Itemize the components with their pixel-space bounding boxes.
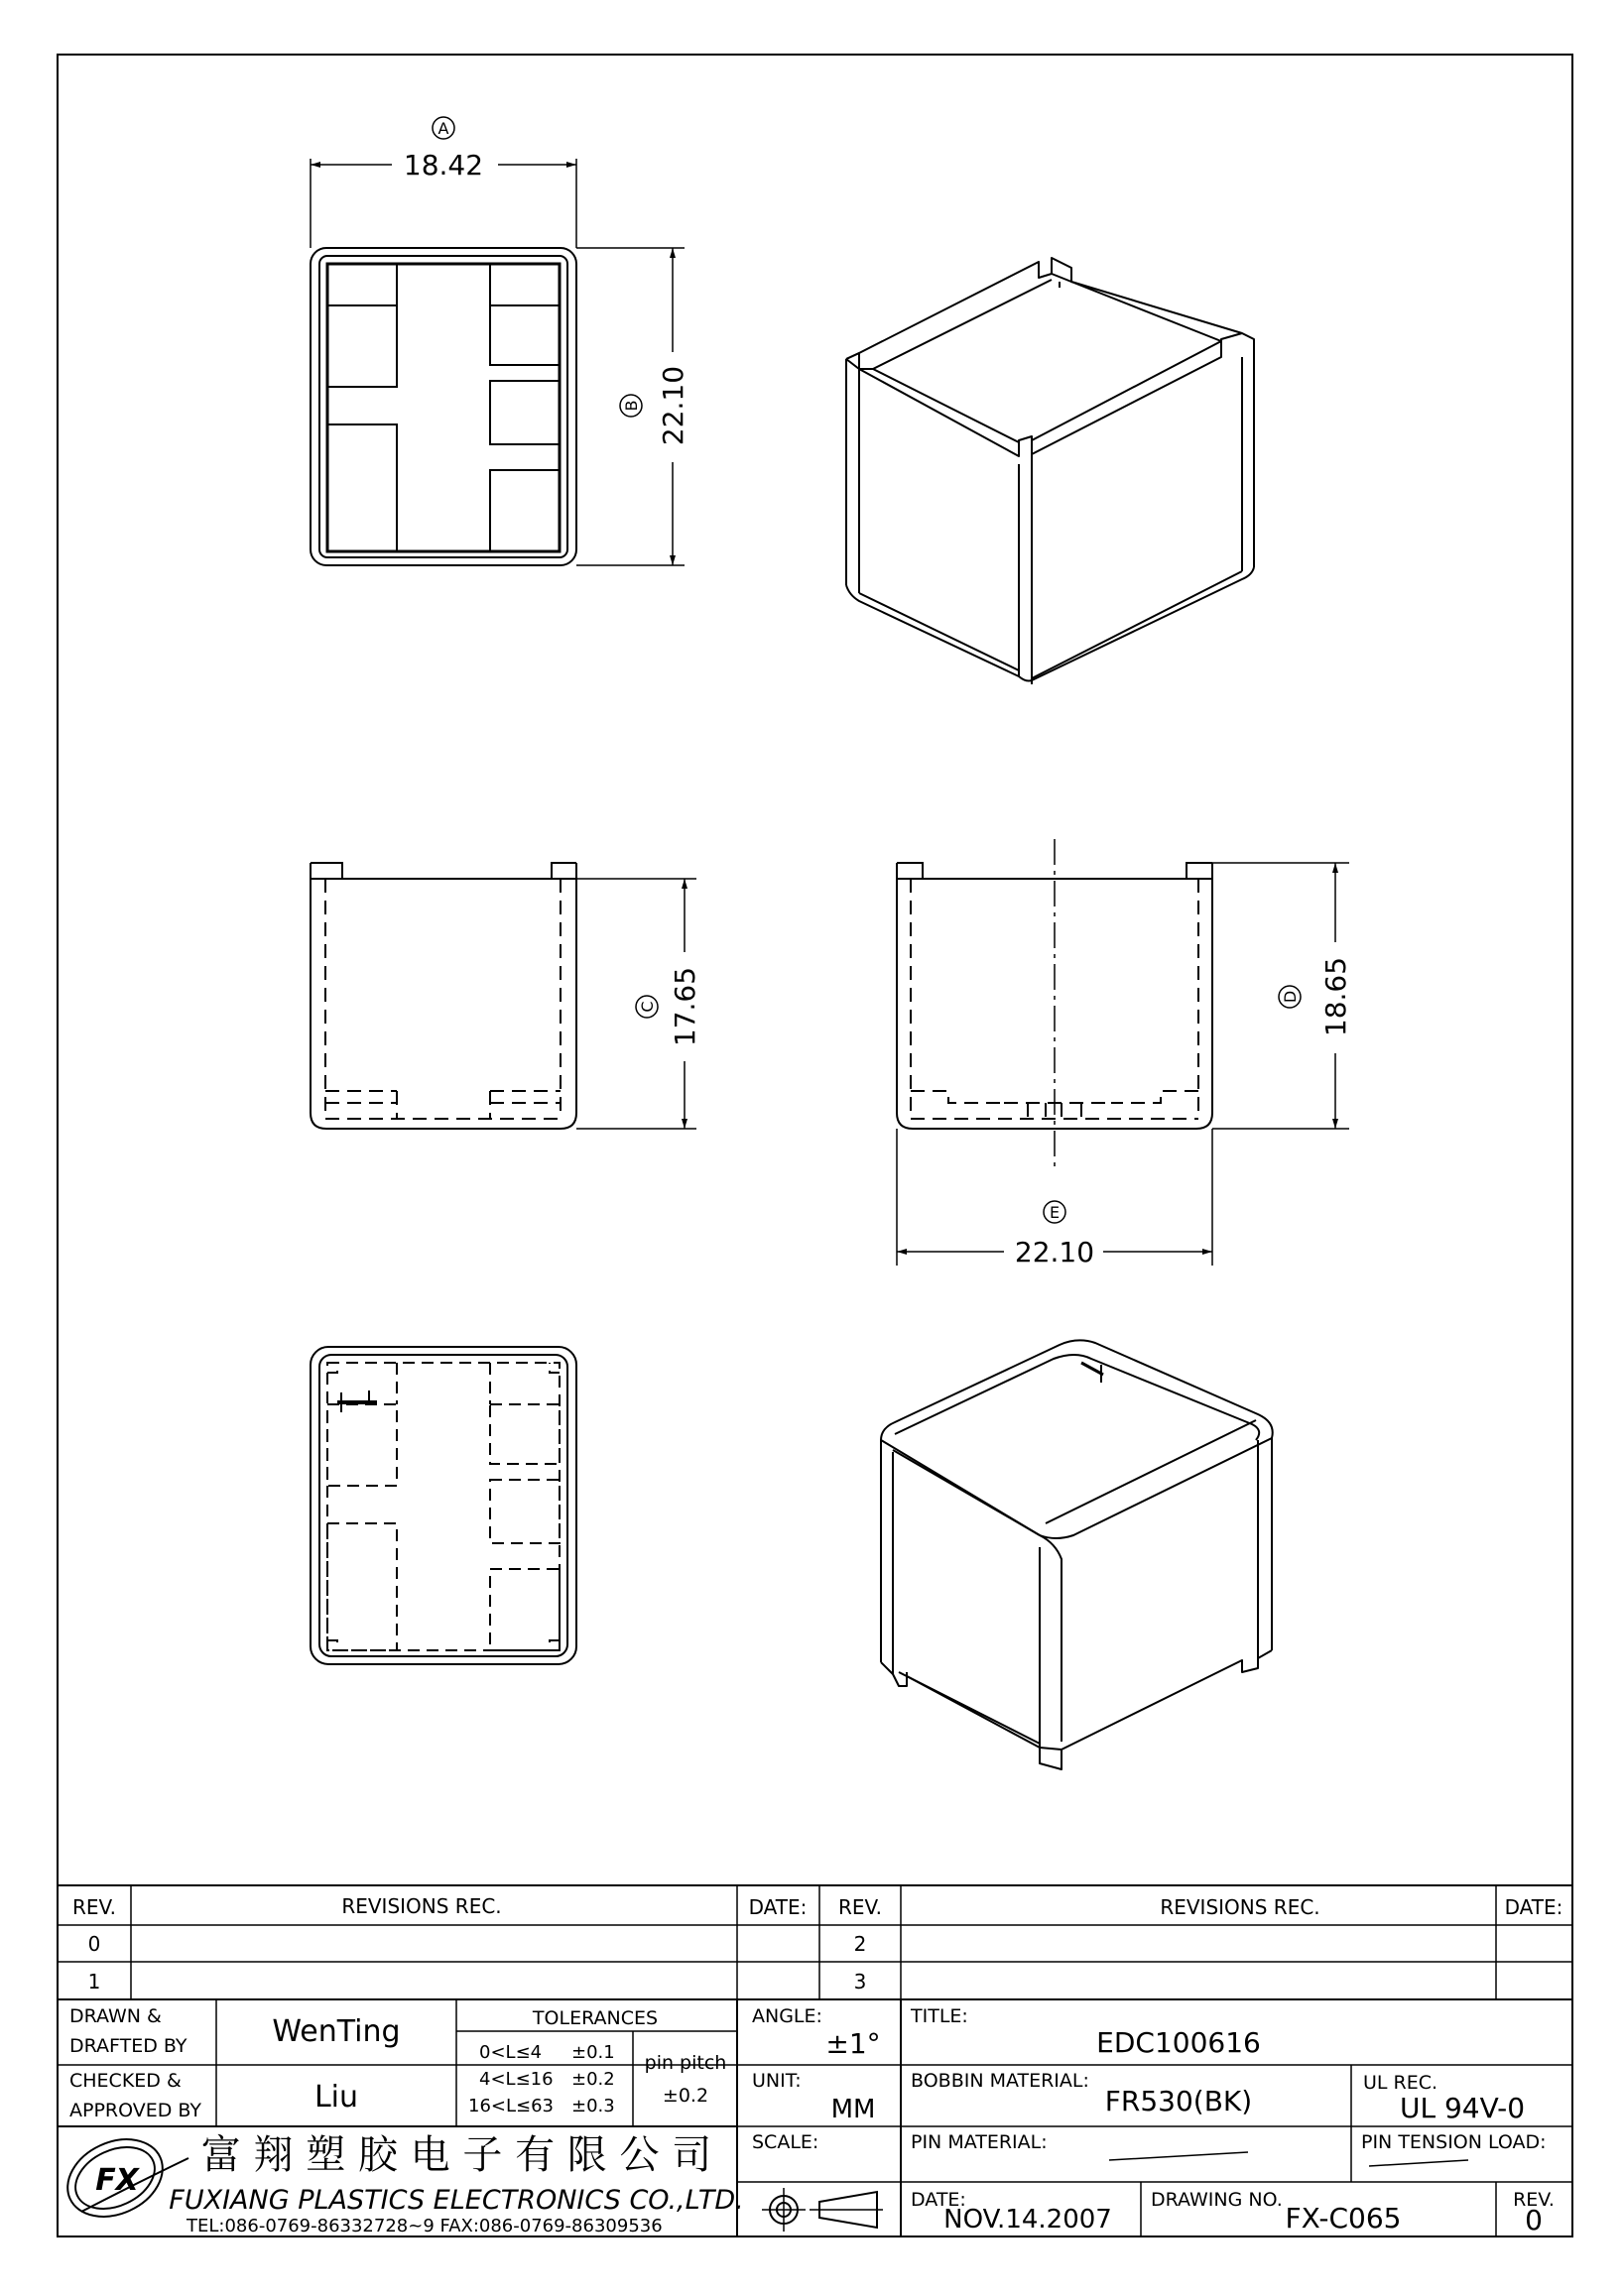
pin-material-label: PIN MATERIAL: [911,2131,1048,2153]
dim-c-symbol: C [638,1001,657,1013]
rev-label: REV. [1513,2189,1555,2211]
bobbin-material-label: BOBBIN MATERIAL: [911,2070,1089,2092]
tolerance-range-1: 0<L≤4 [479,2042,543,2063]
dim-b-symbol: B [622,400,641,412]
top-view [311,248,576,565]
dim-c-value: 17.65 [669,966,701,1047]
iso-closed-view [881,1340,1273,1769]
pin-tension-blank-line [1369,2160,1468,2166]
tolerance-range-2: 4<L≤16 [479,2069,554,2090]
dimension-a [311,117,576,248]
rev-right-2: 2 [853,1932,867,1956]
dim-e-symbol: E [1049,1203,1061,1222]
angle-value: ±1° [825,2027,881,2060]
dim-d-value: 18.65 [1319,956,1352,1037]
date-label: DATE: [911,2189,966,2211]
dim-e-value: 22.10 [1014,1236,1095,1269]
pin-pitch-label: pin pitch [644,2052,727,2074]
dimension-c [576,879,701,1129]
rev-header-right: REV. [838,1895,882,1919]
projection-symbol-icon [762,2188,883,2232]
ul-rec-label: UL REC. [1363,2072,1438,2094]
rev-left-1: 1 [87,1970,101,1994]
tolerance-value-2: ±0.2 [571,2069,615,2090]
revisions-header-left: REVISIONS REC. [341,1894,502,1918]
pin-tension-label: PIN TENSION LOAD: [1361,2131,1547,2153]
date-header-left: DATE: [748,1895,808,1919]
rev-value: 0 [1525,2204,1543,2236]
rev-header-left: REV. [72,1895,116,1919]
bottom-view [311,1347,576,1664]
company-name-cn: 富 翔 塑 胶 电 子 有 限 公 司 [200,2132,712,2178]
front-view-c [311,863,576,1129]
company-contact: TEL:086-0769-86332728~9 FAX:086-0769-86309536 [187,2216,663,2236]
dim-d-symbol: D [1281,990,1300,1004]
title-label: TITLE: [911,2005,968,2027]
rev-right-3: 3 [853,1970,867,1994]
tolerance-value-1: ±0.1 [571,2042,615,2063]
title-value: EDC100616 [1096,2026,1261,2059]
drawn-by: WenTing [272,2014,401,2049]
tolerance-value-3: ±0.3 [571,2096,615,2116]
pin1-mark-iso-view [1081,1363,1103,1383]
sheet-border [58,55,1572,2236]
company-logo-text: FX [95,2163,139,2198]
drawn-label-1: DRAWN & [69,2005,162,2027]
date-value: NOV.14.2007 [943,2205,1112,2235]
drawn-label-2: DRAFTED BY [69,2035,187,2057]
side-view-d [897,839,1212,1166]
pin-material-blank-line [1109,2152,1248,2160]
pin-pitch-value: ±0.2 [662,2085,709,2107]
checked-label-1: CHECKED & [69,2070,182,2092]
iso-open-view [846,258,1254,684]
tolerance-range-3: 16<L≤63 [468,2096,555,2116]
drawing-no-value: FX-C065 [1285,2202,1402,2235]
unit-value: MM [830,2095,876,2124]
rev-left-0: 0 [87,1932,101,1956]
revisions-header-right: REVISIONS REC. [1160,1895,1320,1919]
drawing-no-label: DRAWING NO. [1151,2189,1283,2211]
ul-rec-value: UL 94V-0 [1399,2092,1526,2124]
dimension-b [576,248,689,565]
date-header-right: DATE: [1504,1895,1563,1919]
checked-by: Liu [313,2080,359,2115]
pin1-mark-bottom-view [337,1390,377,1412]
unit-label: UNIT: [752,2070,802,2092]
dim-b-value: 22.10 [657,365,689,446]
company-name-en: FUXIANG PLASTICS ELECTRONICS CO.,LTD. [169,2185,744,2216]
revision-table-text [72,1894,1562,1994]
dimension-d [1212,863,1352,1129]
angle-label: ANGLE: [752,2005,822,2027]
tolerances-label: TOLERANCES [532,2007,659,2029]
revision-table [58,1885,1572,1999]
dim-a-value: 18.42 [403,149,484,181]
bobbin-material-value: FR530(BK) [1104,2085,1253,2117]
checked-label-2: APPROVED BY [69,2100,202,2121]
scale-label: SCALE: [752,2131,819,2153]
dim-a-symbol: A [437,119,449,138]
company-block [55,2124,743,2236]
